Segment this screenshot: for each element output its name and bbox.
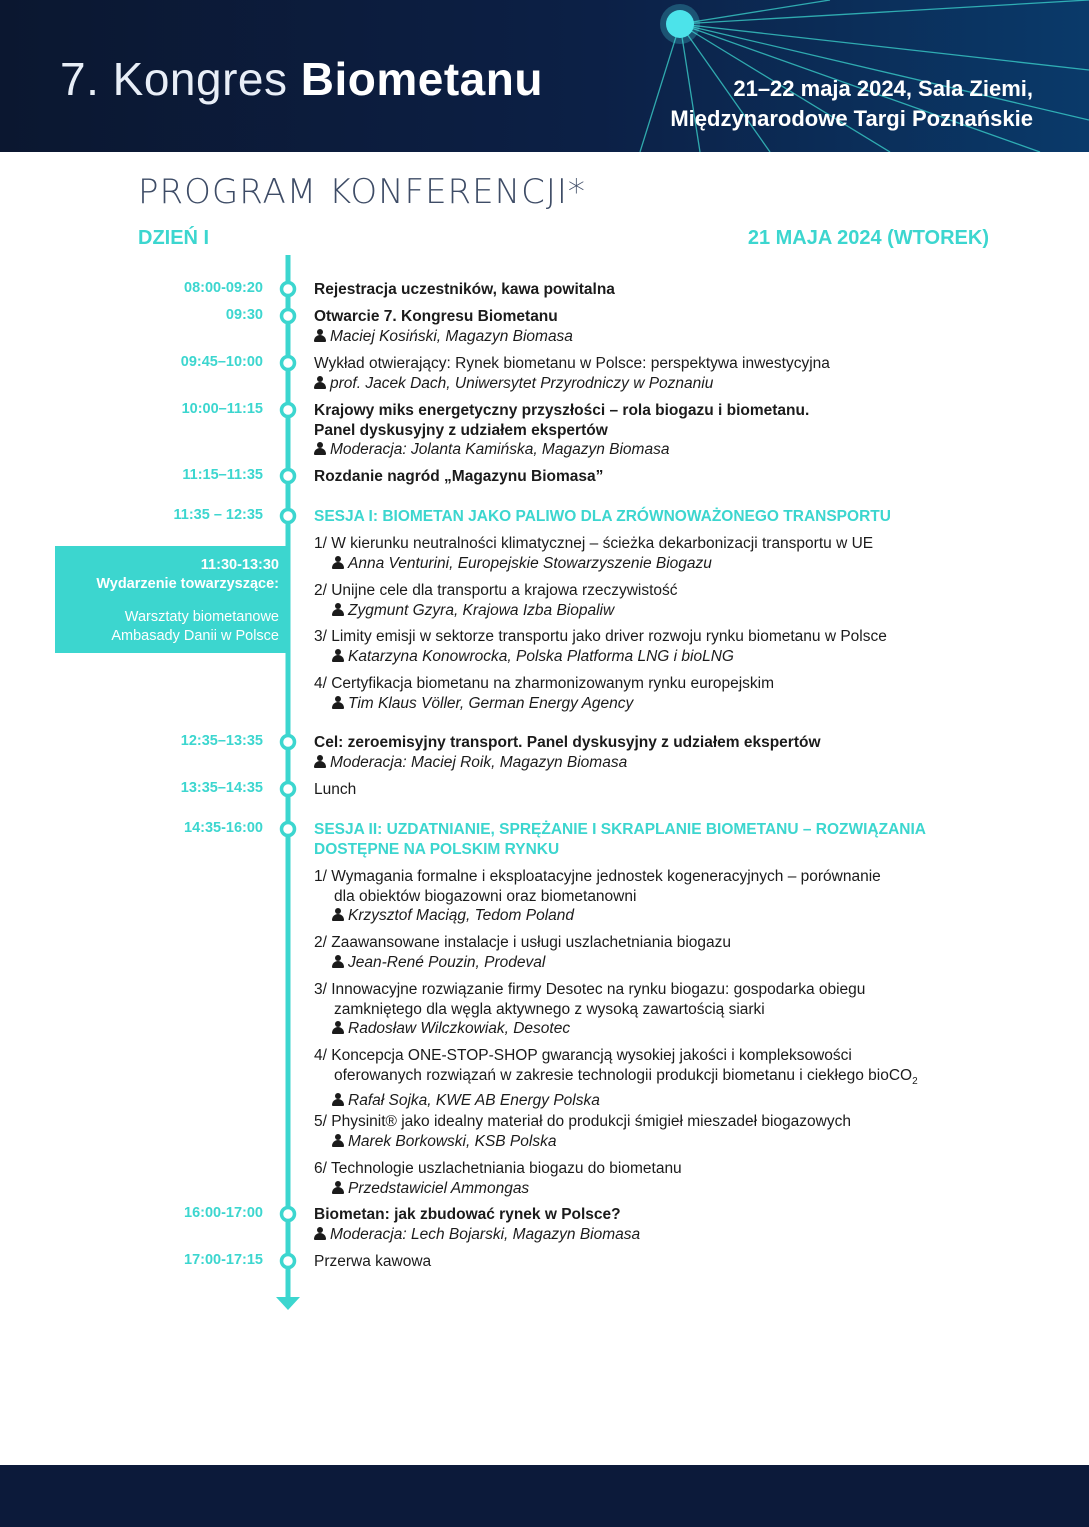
time-label: 10:00–11:15 bbox=[181, 401, 263, 417]
timeline-dot bbox=[282, 783, 295, 796]
talk-speaker: Zygmunt Gzyra, Krajowa Izba Biopaliw bbox=[348, 601, 615, 619]
session-title: SESJA II: UZDATNIANIE, SPRĘŻANIE I SKRAPLANIE BIOMETANU – ROZWIĄZANIA bbox=[314, 821, 926, 838]
day-date: 21 MAJA 2024 (WTOREK) bbox=[747, 227, 989, 249]
timeline-dot bbox=[282, 357, 295, 370]
person-icon bbox=[332, 1021, 344, 1034]
side-event-line2: Ambasady Danii w Polsce bbox=[111, 628, 279, 644]
item-title: Wykład otwierający: Rynek biometanu w Polsce: perspektywa inwestycyjna bbox=[314, 355, 830, 372]
session-title: DOSTĘPNE NA POLSKIM RYNKU bbox=[314, 840, 560, 858]
person-icon bbox=[332, 603, 344, 616]
talk-speaker: Anna Venturini, Europejskie Stowarzyszenie Biogazu bbox=[348, 554, 712, 572]
person-icon bbox=[332, 1181, 344, 1194]
talk-speaker: Krzysztof Maciąg, Tedom Poland bbox=[348, 907, 575, 924]
time-label: 13:35–14:35 bbox=[180, 780, 263, 796]
side-event-box bbox=[55, 546, 288, 653]
item-title: Przerwa kawowa bbox=[314, 1253, 432, 1270]
item-title: Rejestracja uczestników, kawa powitalna bbox=[314, 281, 615, 298]
talk-title: 3/ Limity emisji w sektorze transportu jako driver rozwoju rynku biometanu w Polsce bbox=[314, 628, 887, 645]
item-title: Panel dyskusyjny z udziałem ekspertów bbox=[314, 421, 608, 439]
program-item bbox=[314, 354, 1014, 393]
timeline-dot bbox=[282, 1255, 295, 1268]
session-talk bbox=[314, 933, 1034, 972]
time-label: 11:35 – 12:35 bbox=[173, 507, 263, 523]
talk-title: 4/ Certyfikacja biometanu na zharmonizowanym rynku europejskim bbox=[314, 675, 775, 692]
talk-title-cont: dla obiektów biogazowni oraz biometanowni bbox=[334, 887, 637, 905]
person-icon bbox=[332, 696, 344, 709]
item-title: Rozdanie nagród „Magazynu Biomasa” bbox=[314, 468, 604, 485]
title-bold: Biometanu bbox=[300, 53, 543, 105]
item-speaker: Moderacja: Lech Bojarski, Magazyn Biomasa bbox=[330, 1225, 641, 1243]
program-item bbox=[314, 467, 1014, 487]
talk-title: 2/ Unijne cele dla transportu a krajowa rzeczywistość bbox=[314, 582, 678, 599]
talk-speaker: Radosław Wilczkowiak, Desotec bbox=[348, 1020, 571, 1037]
talk-speaker: Tim Klaus Völler, German Energy Agency bbox=[348, 694, 634, 712]
session-talk bbox=[314, 534, 1034, 573]
talk-title-cont: zamkniętego dla węgla aktywnego z wysoką zawartością siarki bbox=[334, 1000, 765, 1018]
timeline-dot bbox=[282, 1208, 295, 1221]
talk-speaker: Przedstawiciel Ammongas bbox=[348, 1179, 530, 1197]
person-icon bbox=[332, 908, 344, 921]
time-label: 09:45–10:00 bbox=[180, 354, 263, 370]
item-title: Biometan: jak zbudować rynek w Polsce? bbox=[314, 1206, 621, 1223]
talk-title-cont: oferowanych rozwiązań w zakresie technologii produkcji biometanu i ciekłego bioCO bbox=[334, 1066, 913, 1084]
talk-title: 1/ W kierunku neutralności klimatycznej – ścieżka dekarbonizacji transportu w UE bbox=[314, 535, 874, 552]
subscript: 2 bbox=[912, 1075, 918, 1087]
timeline-dot bbox=[282, 470, 295, 483]
program-title: PROGRAM KONFERENCJI* bbox=[138, 172, 586, 212]
item-speaker: Moderacja: Jolanta Kamińska, Magazyn Biomasa bbox=[330, 441, 670, 458]
time-label: 17:00-17:15 bbox=[184, 1252, 263, 1268]
talk-title: 4/ Koncepcja ONE-STOP-SHOP gwarancją wysokiej jakości i kompleksowości bbox=[314, 1047, 852, 1064]
program-item bbox=[314, 507, 1014, 527]
program-item bbox=[314, 820, 1014, 859]
program-item bbox=[314, 401, 1014, 460]
timeline-arrow-icon bbox=[276, 1297, 300, 1310]
talk-title: 6/ Technologie uszlachetniania biogazu do biometanu bbox=[314, 1160, 682, 1177]
footer-band bbox=[0, 1465, 1089, 1527]
talk-speaker: Katarzyna Konowrocka, Polska Platforma LNG i bioLNG bbox=[348, 647, 734, 665]
time-label: 09:30 bbox=[225, 307, 263, 323]
item-speaker: Maciej Kosiński, Magazyn Biomasa bbox=[330, 327, 573, 345]
time-label: 12:35–13:35 bbox=[180, 733, 263, 749]
timeline-dot bbox=[282, 404, 295, 417]
day-label: DZIEŃ I bbox=[138, 227, 210, 249]
item-speaker: Moderacja: Maciej Roik, Magazyn Biomasa bbox=[330, 753, 628, 771]
time-label: 16:00-17:00 bbox=[184, 1205, 263, 1221]
talk-title: 3/ Innowacyjne rozwiązanie firmy Desotec na rynku biogazu: gospodarka obiegu bbox=[314, 981, 866, 998]
talk-speaker: Marek Borkowski, KSB Polska bbox=[348, 1132, 557, 1150]
talk-speaker: Rafał Sojka, KWE AB Energy Polska bbox=[348, 1092, 600, 1110]
person-icon bbox=[332, 1134, 344, 1147]
talk-speaker: Jean-René Pouzin, Prodeval bbox=[348, 953, 546, 971]
session-talk bbox=[314, 1159, 1034, 1198]
person-icon bbox=[314, 1227, 326, 1240]
program-item bbox=[314, 780, 1014, 800]
event-date-venue: 21–22 maja 2024, Sala Ziemi, bbox=[733, 76, 1033, 101]
item-title: Krajowy miks energetyczny przyszłości – rola biogazu i biometanu. bbox=[314, 402, 810, 419]
talk-title: 5/ Physinit® jako idealny materiał do produkcji śmigieł mieszadeł biogazowych bbox=[314, 1113, 851, 1130]
event-location: Międzynarodowe Targi Poznańskie bbox=[670, 106, 1033, 131]
person-icon bbox=[314, 329, 326, 342]
person-icon bbox=[332, 556, 344, 569]
item-speaker: prof. Jacek Dach, Uniwersytet Przyrodniczy w Poznaniu bbox=[330, 374, 714, 392]
item-title: Cel: zeroemisyjny transport. Panel dyskusyjny z udziałem ekspertów bbox=[314, 734, 821, 751]
program-item bbox=[314, 733, 1014, 772]
timeline-dot bbox=[282, 283, 295, 296]
person-icon bbox=[314, 376, 326, 389]
item-title: Lunch bbox=[314, 781, 357, 798]
session-talk bbox=[314, 867, 1034, 926]
session-title: SESJA I: BIOMETAN JAKO PALIWO DLA ZRÓWNOWAŻONEGO TRANSPORTU bbox=[314, 508, 891, 525]
timeline-dot bbox=[282, 823, 295, 836]
time-label: 11:15–11:35 bbox=[182, 467, 263, 483]
program-item bbox=[314, 1205, 1014, 1244]
title-light: 7. Kongres bbox=[60, 53, 301, 105]
program-item bbox=[314, 307, 1014, 346]
side-event-time: 11:30-13:30 bbox=[200, 557, 279, 573]
side-event-label: Wydarzenie towarzyszące: bbox=[96, 576, 279, 592]
timeline-dot bbox=[282, 736, 295, 749]
time-label: 14:35-16:00 bbox=[184, 820, 263, 836]
timeline-dot bbox=[282, 510, 295, 523]
talk-title: 2/ Zaawansowane instalacje i usługi uszlachetniania biogazu bbox=[314, 934, 732, 951]
person-icon bbox=[314, 755, 326, 768]
session-talk bbox=[314, 1112, 1034, 1151]
person-icon bbox=[332, 955, 344, 968]
talk-title: 1/ Wymagania formalne i eksploatacyjne jednostek kogeneracyjnych – porównanie bbox=[314, 868, 881, 885]
timeline-dot bbox=[282, 310, 295, 323]
person-icon bbox=[314, 442, 326, 455]
session-talk bbox=[314, 627, 1034, 666]
session-talk bbox=[314, 581, 1034, 620]
session-talk bbox=[314, 980, 1034, 1039]
person-icon bbox=[332, 1093, 344, 1106]
session-talk bbox=[314, 674, 1034, 713]
session-talk bbox=[314, 1046, 1034, 1111]
person-icon bbox=[332, 649, 344, 662]
time-label: 08:00-09:20 bbox=[184, 280, 263, 296]
program-item bbox=[314, 280, 1014, 300]
item-title: Otwarcie 7. Kongresu Biometanu bbox=[314, 308, 558, 325]
program-item bbox=[314, 1252, 1014, 1272]
side-event-line1: Warsztaty biometanowe bbox=[124, 609, 279, 625]
